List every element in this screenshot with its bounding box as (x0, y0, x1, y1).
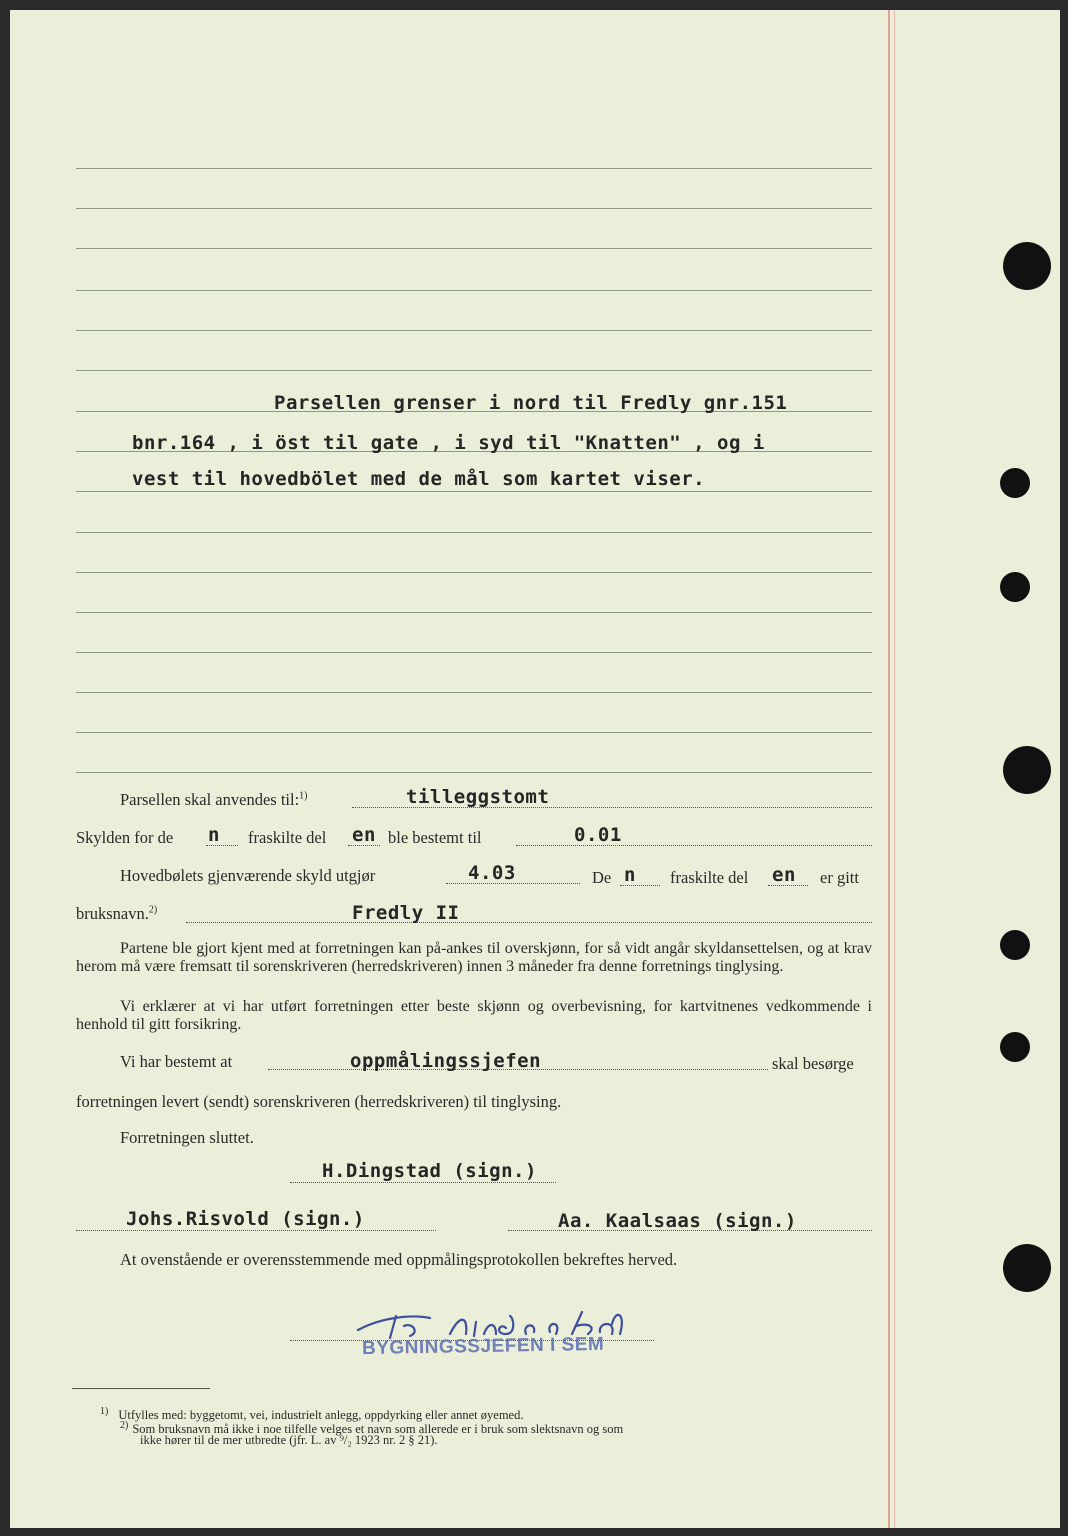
use-label: Parsellen skal anvendes til:$^{1)}$ (120, 790, 308, 809)
description-line-3: vest til hovedbölet med de mål som kartet viser. (132, 468, 706, 490)
certification-line: At ovenstående er overensstemmende med oppmålingsprotokollen bekreftes herved. (120, 1250, 678, 1269)
delivery-line: forretningen levert (sendt) sorenskriveren (herredskriveren) til tinglysing. (76, 1092, 562, 1111)
ruled-line (76, 491, 872, 492)
assigned-post: skal besørge (772, 1054, 854, 1073)
official-stamp: BYGNINGSSJEFEN I SEM (361, 1333, 605, 1360)
bruksnavn-label: bruksnavn.$^{2)}$ (76, 904, 158, 923)
ruled-line (76, 290, 872, 291)
ruled-line (76, 652, 872, 653)
skyld-post: ble bestemt til (388, 828, 482, 847)
ruled-line (76, 330, 872, 331)
punch-hole (1003, 242, 1051, 290)
punch-hole (1000, 572, 1030, 602)
margin-rule-secondary (894, 10, 895, 1528)
signature-right: Aa. Kaalsaas (sign.) (558, 1210, 797, 1232)
hovedbol-pre: Hovedbølets gjenværende skyld utgjør (120, 866, 376, 885)
skyld-fill-2: en (352, 824, 376, 846)
use-value: tilleggstomt (406, 786, 550, 808)
ruled-line (76, 772, 872, 773)
ruled-line (76, 208, 872, 209)
dotted-line (768, 885, 808, 886)
dotted-line (186, 922, 872, 923)
skyld-value: 0.01 (574, 824, 622, 846)
hovedbol-mid: fraskilte del (670, 868, 749, 887)
assigned-pre: Vi har bestemt at (120, 1052, 233, 1071)
dotted-line (206, 845, 238, 846)
punch-hole (1003, 1244, 1051, 1292)
dotted-line (516, 845, 872, 846)
paragraph-appeal: Partene ble gjort kjent med at forretningen kan på-ankes til overskjønn, for så vidt angår skyldansettelsen, og at krav herom må være fremsatt til sorenskriveren (herredskriveren) innen 3 måneder fra denne forretnings tinglysing. (76, 940, 872, 975)
dotted-line (76, 1230, 436, 1231)
ruled-line (76, 168, 872, 169)
ruled-line (76, 532, 872, 533)
skyld-fill-1: n (208, 824, 220, 846)
ruled-line (76, 732, 872, 733)
paragraph-declaration: Vi erklærer at vi har utført forretningen etter beste skjønn og overbevisning, for kartvitnenes vedkommende i henhold til gitt forsikring. (76, 998, 872, 1033)
ruled-line (76, 612, 872, 613)
footnote-2-cont: ikke hører til de mer utbredte (jfr. L. av ⁹/₂ 1923 nr. 2 § 21). (140, 1433, 438, 1447)
signature-left: Johs.Risvold (sign.) (126, 1208, 365, 1230)
punch-hole (1000, 1032, 1030, 1062)
ruled-line (76, 248, 872, 249)
footnote-1: $^{1)}$ Utfylles med: byggetomt, vei, industrielt anlegg, oppdyrking eller annet øyemed. (100, 1406, 524, 1423)
document-page (10, 10, 1060, 1528)
closing-line: Forretningen sluttet. (120, 1128, 254, 1147)
footnote-separator (72, 1388, 210, 1389)
description-line-1: Parsellen grenser i nord til Fredly gnr.151 (274, 392, 788, 414)
dotted-line (620, 885, 660, 886)
description-line-2: bnr.164 , i öst til gate , i syd til "Knatten" , og i (132, 432, 765, 454)
hovedbol-value: 4.03 (468, 862, 516, 884)
hovedbol-post: er gitt (820, 868, 859, 887)
dotted-line (290, 1182, 556, 1183)
margin-rule (888, 10, 890, 1528)
ruled-line (76, 370, 872, 371)
skyld-mid: fraskilte del (248, 828, 327, 847)
ruled-line (76, 692, 872, 693)
punch-hole (1000, 930, 1030, 960)
hovedbol-fill-1: n (624, 864, 636, 886)
footnote-2: $^{2)}$ Som bruksnavn må ikke i noe tilfelle velges et navn som allerede er i bruk som slektsnavn og som (120, 1420, 624, 1437)
punch-hole (1003, 746, 1051, 794)
hovedbol-fill-2: en (772, 864, 796, 886)
assigned-value: oppmålingssjefen (350, 1050, 542, 1072)
bruksnavn-value: Fredly II (352, 902, 460, 924)
hovedbol-de: De (592, 868, 612, 887)
skyld-pre: Skylden for de (76, 828, 174, 847)
signature-main: H.Dingstad (sign.) (322, 1160, 537, 1182)
ruled-line (76, 572, 872, 573)
punch-hole (1000, 468, 1030, 498)
dotted-line (348, 845, 380, 846)
